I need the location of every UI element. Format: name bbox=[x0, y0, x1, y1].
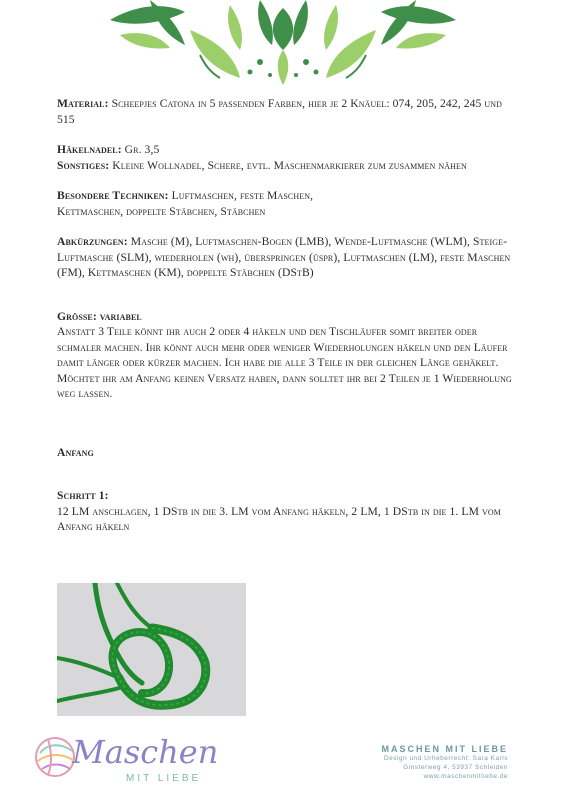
sonstiges-paragraph bbox=[57, 158, 519, 174]
footer-address: Ginsterweg 4, 53937 Schleiden bbox=[403, 764, 508, 771]
haekelnadel-label: Häkelnadel: bbox=[57, 143, 122, 156]
brand-logo bbox=[30, 725, 230, 790]
schritt1-text: 12 LM anschlagen, 1 DStb in die 3. LM vom Anfang häkeln, 2 LM, 1 DStb in die 1. LM vom Anfang häkeln bbox=[57, 504, 501, 533]
techniken-paragraph bbox=[57, 188, 519, 219]
schritt1-heading: Schritt 1: bbox=[57, 489, 109, 502]
material-label: Material: bbox=[57, 97, 109, 110]
crochet-chain-image bbox=[57, 583, 246, 716]
footer-website[interactable]: www.maschenmitliebe.de bbox=[423, 773, 508, 780]
footer-info bbox=[308, 744, 508, 781]
anfang-heading: Anfang bbox=[57, 445, 94, 459]
techniken-line2: Kettmaschen, doppelte Stäbchen, Stäbchen bbox=[57, 204, 266, 218]
yarn-ball-icon bbox=[36, 738, 74, 776]
leaf-ornament-icon bbox=[110, 0, 456, 90]
techniken-line1: Luftmaschen, feste Maschen, bbox=[171, 189, 314, 202]
sonstiges-label: Sonstiges: bbox=[57, 158, 110, 172]
abkuerzungen-label: Abkürzungen: bbox=[57, 235, 128, 248]
techniken-label: Besondere Techniken: bbox=[57, 189, 169, 202]
sonstiges-text: Kleine Wollnadel, Schere, evtl. Maschenmarkierer zum zusammen nähen bbox=[112, 158, 467, 172]
pattern-content bbox=[57, 96, 519, 535]
footer-brand: MASCHEN MIT LIEBE bbox=[381, 744, 508, 754]
logo-word-maschen: Maschen bbox=[72, 733, 219, 771]
haekelnadel-paragraph bbox=[57, 142, 519, 158]
abkuerzungen-paragraph bbox=[57, 234, 519, 281]
footer-copyright: Design und Urheberrecht: Sara Karls bbox=[383, 755, 508, 762]
crochet-photo bbox=[57, 583, 246, 716]
groesse-heading: Grösse: variabel bbox=[57, 309, 142, 323]
haekelnadel-text: Gr. 3,5 bbox=[124, 143, 160, 156]
material-paragraph bbox=[57, 96, 519, 127]
groesse-text: Anstatt 3 Teile könnt ihr auch 2 oder 4 häkeln und den Tischläufer somit breiter oder schmaler machen. Ihr könnt auch mehr oder weniger Wiederholungen häkeln und den Läufer damit länger oder kürzer machen. Ich habe die alle 3 Teile in der gleichen Länge gehäkelt. Möchtet ihr am Anfang keinen Versatz haben, dann solltet ihr bei 2 Teilen je 1 Wiederholung weg lassen. bbox=[57, 325, 512, 400]
abkuerzungen-text: Masche (M), Luftmaschen-Bogen (LMB), Wende-Luftmasche (WLM), Steige-Luftmasche (SLM), wiederholen (wh), überspringen (üspr), Luftmaschen (LM), feste Maschen (FM), Kettmaschen (KM), doppelte Stäbchen (DStB) bbox=[57, 235, 511, 279]
logo-word-mit-liebe: MIT LIEBE bbox=[126, 773, 202, 784]
material-text: Scheepjes Catona in 5 passenden Farben, hier je 2 Knäuel: 074, 205, 242, 245 und 515 bbox=[57, 97, 503, 126]
